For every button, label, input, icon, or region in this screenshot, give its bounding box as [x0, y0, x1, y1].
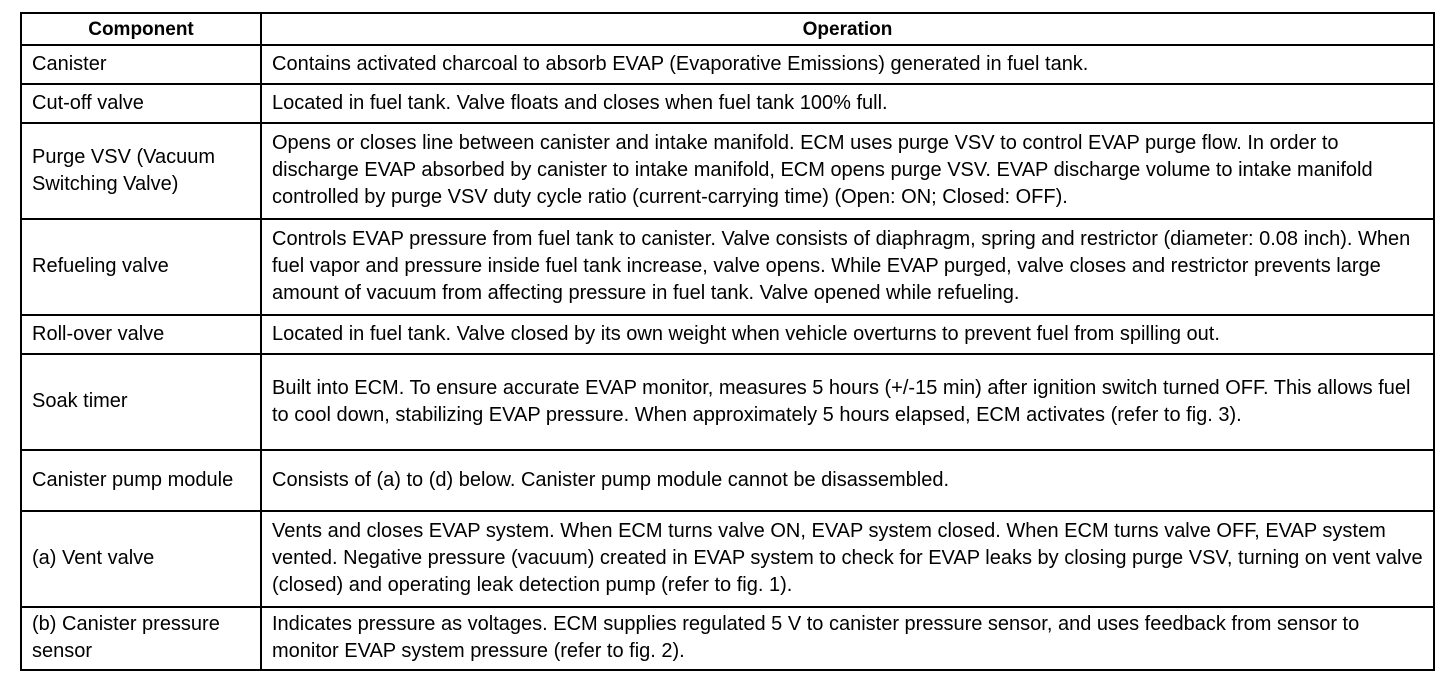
table-row: [21, 45, 1434, 84]
operation-cell: Vents and closes EVAP system. When ECM turns valve ON, EVAP system closed. When ECM turns valve OFF, EVAP system vented. Negative pressure (vacuum) created in EVAP system to check for EVAP leaks by closing purge VSV, turning on vent valve (closed) and operating leak detection pump (refer to fig. 1).: [261, 511, 1434, 607]
table-row: [21, 84, 1434, 123]
operation-cell: Built into ECM. To ensure accurate EVAP monitor, measures 5 hours (+/-15 min) after ignition switch turned OFF. This allows fuel to cool down, stabilizing EVAP pressure. When approximately 5 hours elapsed, ECM activates (refer to fig. 3).: [261, 354, 1434, 450]
table-row: [21, 607, 1434, 670]
component-column-header: Component: [21, 13, 261, 45]
operation-cell: Controls EVAP pressure from fuel tank to canister. Valve consists of diaphragm, spring and restrictor (diameter: 0.08 inch). When fuel vapor and pressure inside fuel tank increase, valve opens. While EVAP purged, valve closes and restrictor prevents large amount of vacuum from affecting pressure in fuel tank. Valve opened while refueling.: [261, 219, 1434, 315]
operation-cell: Located in fuel tank. Valve closed by its own weight when vehicle overturns to prevent fuel from spilling out.: [261, 315, 1434, 354]
component-cell: Purge VSV (Vacuum Switching Valve): [21, 123, 261, 219]
table-row: [21, 450, 1434, 511]
operation-cell: Consists of (a) to (d) below. Canister pump module cannot be disassembled.: [261, 450, 1434, 511]
evap-component-table-wrapper: [20, 12, 1433, 671]
component-cell: Roll-over valve: [21, 315, 261, 354]
table-row: [21, 315, 1434, 354]
operation-cell: Indicates pressure as voltages. ECM supplies regulated 5 V to canister pressure sensor, and uses feedback from sensor to monitor EVAP system pressure (refer to fig. 2).: [261, 607, 1434, 670]
component-cell: Soak timer: [21, 354, 261, 450]
table-row: [21, 219, 1434, 315]
evap-component-table: [20, 12, 1435, 671]
operation-column-header: Operation: [261, 13, 1434, 45]
component-cell: Canister pump module: [21, 450, 261, 511]
operation-cell: Opens or closes line between canister and intake manifold. ECM uses purge VSV to control EVAP purge flow. In order to discharge EVAP absorbed by canister to intake manifold, ECM opens purge VSV. EVAP discharge volume to intake manifold controlled by purge VSV duty cycle ratio (current-carrying time) (Open: ON; Closed: OFF).: [261, 123, 1434, 219]
component-cell: Canister: [21, 45, 261, 84]
table-row: [21, 354, 1434, 450]
component-cell: (b) Canister pressure sensor: [21, 607, 261, 670]
component-cell: (a) Vent valve: [21, 511, 261, 607]
component-cell: Cut-off valve: [21, 84, 261, 123]
component-cell: Refueling valve: [21, 219, 261, 315]
operation-cell: Contains activated charcoal to absorb EVAP (Evaporative Emissions) generated in fuel tank.: [261, 45, 1434, 84]
table-row: [21, 123, 1434, 219]
table-header-row: [21, 13, 1434, 45]
table-row: [21, 511, 1434, 607]
operation-cell: Located in fuel tank. Valve floats and closes when fuel tank 100% full.: [261, 84, 1434, 123]
